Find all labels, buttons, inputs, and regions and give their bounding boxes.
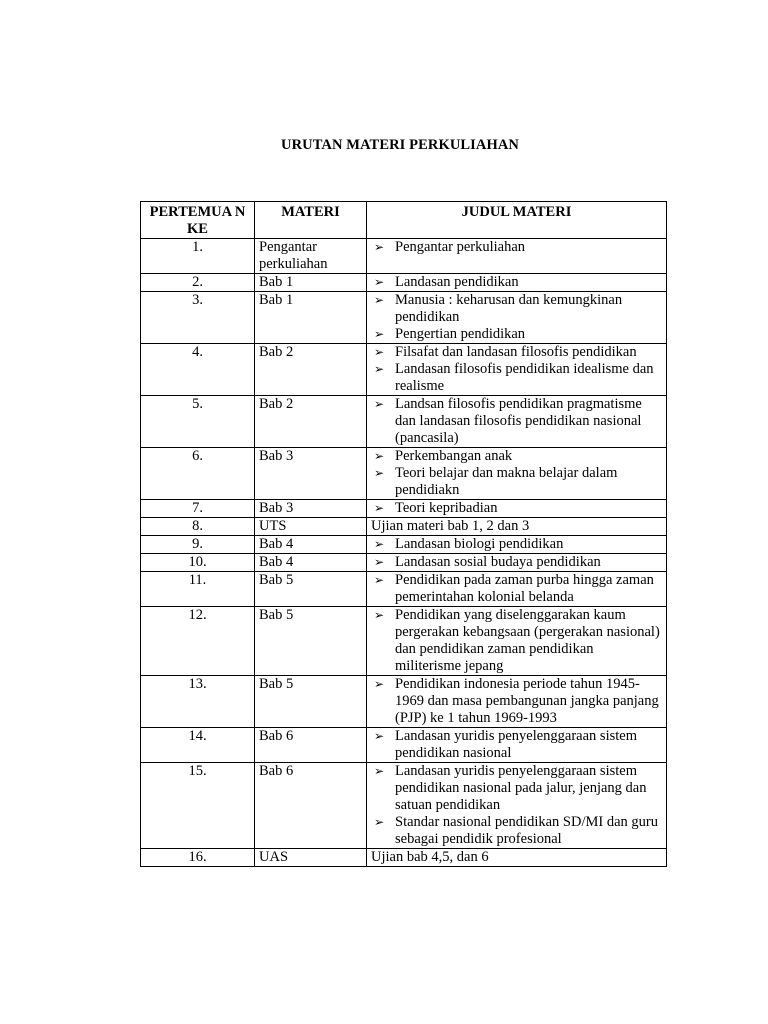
topic-item <box>371 292 662 326</box>
table-header-row <box>141 202 667 239</box>
table-row <box>141 292 667 344</box>
topic-item <box>371 448 662 465</box>
topic-text: Pendidikan pada zaman purba hingga zaman pemerintahan kolonial belanda <box>395 572 654 605</box>
meeting-number-cell <box>141 849 255 867</box>
table-row <box>141 518 667 536</box>
judul-materi-cell <box>367 572 667 607</box>
meeting-number: 12. <box>188 607 207 623</box>
topic-item <box>371 326 662 343</box>
topic-list <box>371 292 662 343</box>
table-row <box>141 676 667 728</box>
topic-list <box>371 396 662 447</box>
judul-materi-cell <box>367 518 667 536</box>
arrow-bullet-icon: ➢ <box>374 608 385 622</box>
table-row <box>141 849 667 867</box>
materi-cell: UAS <box>255 849 367 867</box>
judul-materi-cell <box>367 607 667 676</box>
topic-text: Landasan sosial budaya pendidikan <box>395 554 601 570</box>
materi-cell: Bab 6 <box>255 763 367 849</box>
arrow-bullet-icon: ➢ <box>374 275 385 289</box>
meeting-number-cell <box>141 500 255 518</box>
meeting-number-cell <box>141 239 255 274</box>
exam-description: Ujian bab 4,5, dan 6 <box>371 849 489 865</box>
meeting-number-cell <box>141 448 255 500</box>
arrow-bullet-icon: ➢ <box>374 466 385 480</box>
topic-text: Teori kepribadian <box>395 500 498 516</box>
judul-materi-cell <box>367 396 667 448</box>
materi-cell: Bab 1 <box>255 292 367 344</box>
topic-list <box>371 676 662 727</box>
judul-materi-cell <box>367 536 667 554</box>
topic-list <box>371 607 662 675</box>
judul-materi-cell <box>367 344 667 396</box>
topic-item <box>371 763 662 814</box>
topic-text: Standar nasional pendidikan SD/MI dan guru sebagai pendidik profesional <box>395 814 658 847</box>
arrow-bullet-icon: ➢ <box>374 362 385 376</box>
table-row <box>141 396 667 448</box>
arrow-bullet-icon: ➢ <box>374 573 385 587</box>
materi-cell: Bab 3 <box>255 448 367 500</box>
meeting-number-cell <box>141 554 255 572</box>
topic-item <box>371 814 662 848</box>
table-row <box>141 763 667 849</box>
arrow-bullet-icon: ➢ <box>374 240 385 254</box>
page-title: URUTAN MATERI PERKULIAHAN <box>281 137 519 153</box>
header-judul-materi: JUDUL MATERI <box>367 202 667 239</box>
meeting-number: 13. <box>188 676 207 692</box>
topic-item <box>371 536 662 553</box>
table-row <box>141 274 667 292</box>
topic-item <box>371 396 662 447</box>
meeting-number: 2. <box>192 274 203 290</box>
topic-list <box>371 728 662 762</box>
meeting-number-cell <box>141 344 255 396</box>
topic-list <box>371 448 662 499</box>
exam-description: Ujian materi bab 1, 2 dan 3 <box>371 518 530 534</box>
topic-item <box>371 465 662 499</box>
meeting-number-cell <box>141 763 255 849</box>
meeting-number: 5. <box>192 396 203 412</box>
meeting-number: 3. <box>192 292 203 308</box>
arrow-bullet-icon: ➢ <box>374 677 385 691</box>
table-row <box>141 239 667 274</box>
judul-materi-cell <box>367 849 667 867</box>
materi-cell: Bab 5 <box>255 607 367 676</box>
course-schedule-table <box>140 201 667 867</box>
judul-materi-cell <box>367 728 667 763</box>
materi-cell: UTS <box>255 518 367 536</box>
arrow-bullet-icon: ➢ <box>374 815 385 829</box>
meeting-number: 9. <box>192 536 203 552</box>
topic-item <box>371 728 662 762</box>
topic-item <box>371 607 662 675</box>
arrow-bullet-icon: ➢ <box>374 555 385 569</box>
topic-text: Pendidikan indonesia periode tahun 1945-1969 dan masa pembangunan jangka panjang (PJP) ke 1 tahun 1969-1993 <box>395 676 659 726</box>
materi-cell: Bab 6 <box>255 728 367 763</box>
judul-materi-cell <box>367 274 667 292</box>
meeting-number: 10. <box>188 554 207 570</box>
arrow-bullet-icon: ➢ <box>374 327 385 341</box>
topic-list <box>371 536 662 553</box>
materi-cell: Bab 4 <box>255 536 367 554</box>
topic-text: Landasan pendidikan <box>395 274 519 290</box>
arrow-bullet-icon: ➢ <box>374 729 385 743</box>
topic-text: Manusia : keharusan dan kemungkinan pendidikan <box>395 292 623 325</box>
topic-item <box>371 676 662 727</box>
judul-materi-cell <box>367 763 667 849</box>
header-materi: MATERI <box>255 202 367 239</box>
topic-item <box>371 554 662 571</box>
topic-list <box>371 274 662 291</box>
meeting-number: 4. <box>192 344 203 360</box>
meeting-number: 7. <box>192 500 203 516</box>
topic-text: Pengertian pendidikan <box>395 326 526 342</box>
meeting-number-cell <box>141 396 255 448</box>
arrow-bullet-icon: ➢ <box>374 293 385 307</box>
table-body <box>141 239 667 867</box>
table-row <box>141 554 667 572</box>
meeting-number-cell <box>141 536 255 554</box>
table-row <box>141 607 667 676</box>
topic-list <box>371 239 662 256</box>
meeting-number-cell <box>141 518 255 536</box>
table-row <box>141 500 667 518</box>
topic-text: Teori belajar dan makna belajar dalam pendidiakn <box>395 465 618 498</box>
topic-item <box>371 572 662 606</box>
meeting-number: 6. <box>192 448 203 464</box>
topic-text: Landasan biologi pendidikan <box>395 536 564 552</box>
materi-cell: Bab 2 <box>255 344 367 396</box>
table-row <box>141 572 667 607</box>
materi-cell: Bab 3 <box>255 500 367 518</box>
meeting-number: 16. <box>188 849 207 865</box>
meeting-number: 14. <box>188 728 207 744</box>
meeting-number-cell <box>141 274 255 292</box>
topic-text: Landasan yuridis penyelenggaraan sistem pendidikan nasional pada jalur, jenjang dan satuan pendidikan <box>395 763 647 813</box>
materi-cell: Bab 5 <box>255 572 367 607</box>
arrow-bullet-icon: ➢ <box>374 501 385 515</box>
materi-cell: Bab 2 <box>255 396 367 448</box>
judul-materi-cell <box>367 292 667 344</box>
meeting-number-cell <box>141 607 255 676</box>
topic-list <box>371 763 662 848</box>
table-row <box>141 728 667 763</box>
topic-item <box>371 500 662 517</box>
topic-item <box>371 361 662 395</box>
meeting-number: 1. <box>192 239 203 255</box>
materi-cell: Pengantar perkuliahan <box>255 239 367 274</box>
meeting-number-cell <box>141 676 255 728</box>
arrow-bullet-icon: ➢ <box>374 397 385 411</box>
topic-text: Perkembangan anak <box>395 448 513 464</box>
materi-cell: Bab 4 <box>255 554 367 572</box>
meeting-number-cell <box>141 728 255 763</box>
header-pertemuan: PERTEMUA N KE <box>141 202 255 239</box>
meeting-number: 8. <box>192 518 203 534</box>
materi-cell: Bab 5 <box>255 676 367 728</box>
topic-text: Landasan filosofis pendidikan idealisme dan realisme <box>395 361 654 394</box>
meeting-number-cell <box>141 572 255 607</box>
topic-item <box>371 274 662 291</box>
meeting-number: 11. <box>188 572 207 588</box>
judul-materi-cell <box>367 239 667 274</box>
table-row <box>141 344 667 396</box>
table-row <box>141 536 667 554</box>
meeting-number-cell <box>141 292 255 344</box>
arrow-bullet-icon: ➢ <box>374 345 385 359</box>
judul-materi-cell <box>367 554 667 572</box>
topic-text: Pengantar perkuliahan <box>395 239 526 255</box>
topic-list <box>371 344 662 395</box>
topic-list <box>371 572 662 606</box>
materi-cell: Bab 1 <box>255 274 367 292</box>
topic-item <box>371 239 662 256</box>
table-row <box>141 448 667 500</box>
topic-list <box>371 500 662 517</box>
arrow-bullet-icon: ➢ <box>374 449 385 463</box>
topic-text: Landasan yuridis penyelenggaraan sistem pendidikan nasional <box>395 728 637 761</box>
arrow-bullet-icon: ➢ <box>374 537 385 551</box>
topic-list <box>371 554 662 571</box>
topic-text: Filsafat dan landasan filosofis pendidikan <box>395 344 637 360</box>
meeting-number: 15. <box>188 763 207 779</box>
topic-text: Landsan filosofis pendidikan pragmatisme dan landasan filosofis pendidikan nasional (pancasila) <box>395 396 642 446</box>
arrow-bullet-icon: ➢ <box>374 764 385 778</box>
judul-materi-cell <box>367 500 667 518</box>
judul-materi-cell <box>367 448 667 500</box>
topic-item <box>371 344 662 361</box>
judul-materi-cell <box>367 676 667 728</box>
topic-text: Pendidikan yang diselenggarakan kaum pergerakan kebangsaan (pergerakan nasional) dan pendidikan zaman pendidikan militerisme jepang <box>395 607 660 674</box>
